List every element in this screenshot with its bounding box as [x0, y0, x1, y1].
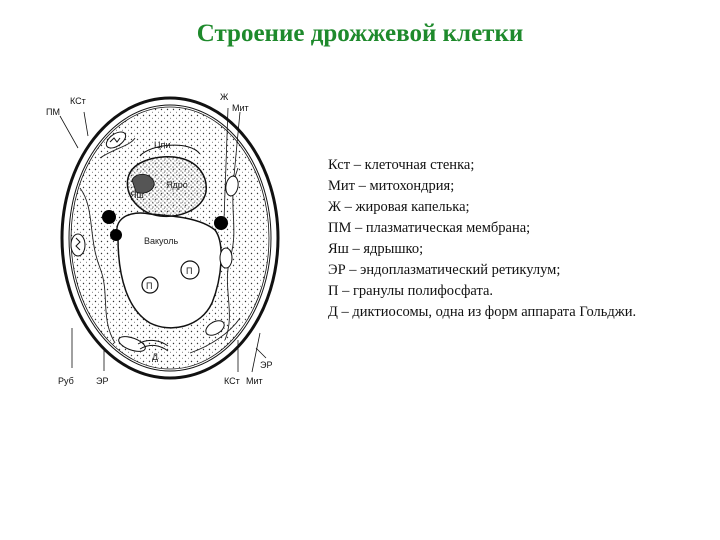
legend-item: ПМ – плазматическая мембрана;	[328, 220, 531, 236]
label-d: Д	[152, 352, 159, 362]
label-mit-bottom: Мит	[246, 376, 263, 386]
label-zh: Ж	[220, 92, 229, 102]
legend-item: Ж – жировая капелька;	[328, 199, 470, 215]
label-p1: П	[146, 281, 153, 291]
label-yash: Яш	[130, 190, 144, 200]
label-mit-top: Мит	[232, 103, 249, 113]
legend-item: Д – диктиосомы, одна из форм аппарата Гольджи.	[328, 304, 637, 320]
label-kst-bottom: КСт	[224, 376, 240, 386]
legend-item: Яш – ядрышко;	[328, 241, 424, 257]
yeast-cell-diagram	[40, 78, 300, 398]
label-er-right: ЭР	[260, 360, 273, 370]
legend-item: Мит – митохондрия;	[328, 178, 455, 194]
label-er-bottom: ЭР	[96, 376, 109, 386]
legend-item: ЭР – эндоплазматический ретикулум;	[328, 262, 561, 278]
label-p2: П	[186, 266, 193, 276]
label-yadro: Ядро	[166, 180, 188, 190]
label-tsp: Цпи	[154, 140, 171, 150]
label-vakuol: Вакуоль	[144, 236, 179, 246]
label-rub: Руб	[58, 376, 74, 386]
legend-item: Кст – клеточная стенка;	[328, 157, 475, 173]
slide-title: Строение дрожжевой клетки	[196, 20, 524, 47]
label-kst-top: КСт	[70, 96, 86, 106]
legend-item: П – гранулы полифосфата.	[328, 283, 494, 299]
label-pm: ПМ	[46, 107, 60, 117]
legend	[328, 155, 636, 323]
